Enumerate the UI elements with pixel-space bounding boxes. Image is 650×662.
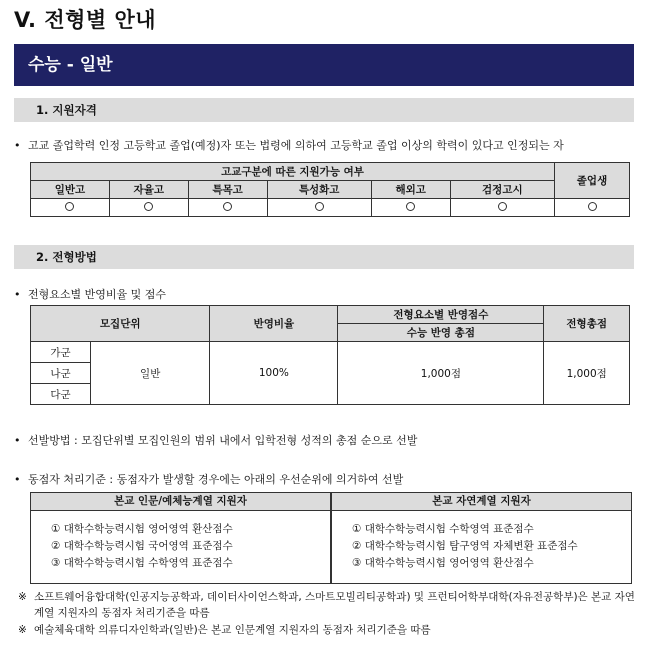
list-item: ① 대학수학능력시험 수학영역 표준점수	[352, 523, 534, 535]
tie-humanities-list	[31, 511, 330, 572]
eligible-mark	[65, 202, 74, 211]
unit-value: 일반	[91, 342, 210, 405]
ratio-text: 전형요소별 반영비율 및 점수	[28, 288, 167, 301]
score-sub-header: 수능 반영 총점	[338, 324, 544, 342]
note-software-frontier	[18, 589, 639, 621]
tie-natural-list	[332, 511, 631, 572]
track-banner: 수능 - 일반	[14, 44, 634, 86]
bullet-mark: •	[14, 288, 21, 301]
section-heading-eligibility: 1. 지원자격	[14, 98, 634, 122]
page-title: V. 전형별 안내	[14, 8, 157, 32]
section-heading-method: 2. 전형방법	[14, 245, 634, 269]
score-value: 1,000점	[338, 342, 544, 405]
tie-natural-header: 본교 자연계열 지원자	[332, 493, 631, 511]
eligible-mark	[588, 202, 597, 211]
list-item: ③ 대학수학능력시험 수학영역 표준점수	[51, 557, 233, 569]
ratio-value: 100%	[210, 342, 338, 405]
score-group-header: 전형요소별 반영점수	[338, 306, 544, 324]
note-text: 소프트웨어융합대학(인공지능공학과, 데이터사이언스학과, 스마트모빌리티공학과) 및 프런티어학부대학(자유전공학부)은 본교 자연계열 지원자의 동점자 처리기준을 따름	[34, 591, 635, 619]
eligible-mark	[498, 202, 507, 211]
tie-rule-bullet	[14, 471, 403, 487]
eligibility-table	[30, 162, 630, 217]
bullet-mark: •	[14, 434, 21, 447]
selection-text: 선발방법 : 모집단위별 모집인원의 범위 내에서 입학전형 성적의 총점 순으로 선발	[28, 434, 418, 447]
total-header: 전형총점	[544, 306, 630, 342]
tie-box-natural-sciences	[331, 492, 632, 584]
note-mark: ※	[18, 624, 27, 636]
col-overseas-high: 해외고	[371, 181, 450, 199]
eligibility-bullet	[14, 137, 564, 153]
graduate-header: 졸업생	[555, 163, 630, 199]
list-item: ② 대학수학능력시험 탐구영역 자체변환 표준점수	[352, 540, 578, 552]
group-da: 다군	[31, 384, 91, 405]
tie-humanities-header: 본교 인문/예체능계열 지원자	[31, 493, 330, 511]
note-text: 예술체육대학 의류디자인학과(일반)은 본교 인문계열 지원자의 동점자 처리기준을 따름	[34, 624, 431, 636]
list-item: ① 대학수학능력시험 영어영역 환산점수	[51, 523, 233, 535]
eligibility-text: 고교 졸업학력 인정 고등학교 졸업(예정)자 또는 법령에 의하여 고등학교 졸업 이상의 학력이 있다고 인정되는 자	[28, 139, 564, 152]
eligibility-row	[31, 199, 630, 217]
table-row	[31, 342, 630, 363]
total-value: 1,000점	[544, 342, 630, 405]
eligible-mark	[406, 202, 415, 211]
note-mark: ※	[18, 591, 27, 603]
note-arts-sports	[18, 622, 639, 638]
col-special-purpose-high: 특목고	[188, 181, 267, 199]
selection-bullet	[14, 432, 417, 448]
school-type-header: 고교구분에 따른 지원가능 여부	[31, 163, 555, 181]
col-ged: 검정고시	[450, 181, 554, 199]
list-item: ② 대학수학능력시험 국어영역 표준점수	[51, 540, 233, 552]
eligible-mark	[144, 202, 153, 211]
tie-box-humanities	[30, 492, 331, 584]
list-item: ③ 대학수학능력시험 영어영역 환산점수	[352, 557, 534, 569]
bullet-mark: •	[14, 473, 21, 486]
eligible-mark	[315, 202, 324, 211]
group-ga: 가군	[31, 342, 91, 363]
bullet-mark: •	[14, 139, 21, 152]
tie-rule-text: 동점자 처리기준 : 동점자가 발생할 경우에는 아래의 우선순위에 의거하여 선발	[28, 473, 404, 486]
method-table	[30, 305, 630, 405]
ratio-header: 반영비율	[210, 306, 338, 342]
ratio-bullet	[14, 286, 166, 302]
col-general-high: 일반고	[31, 181, 110, 199]
col-specialized-high: 특성화고	[267, 181, 371, 199]
unit-header: 모집단위	[31, 306, 210, 342]
group-na: 나군	[31, 363, 91, 384]
col-autonomous-high: 자율고	[109, 181, 188, 199]
eligible-mark	[223, 202, 232, 211]
